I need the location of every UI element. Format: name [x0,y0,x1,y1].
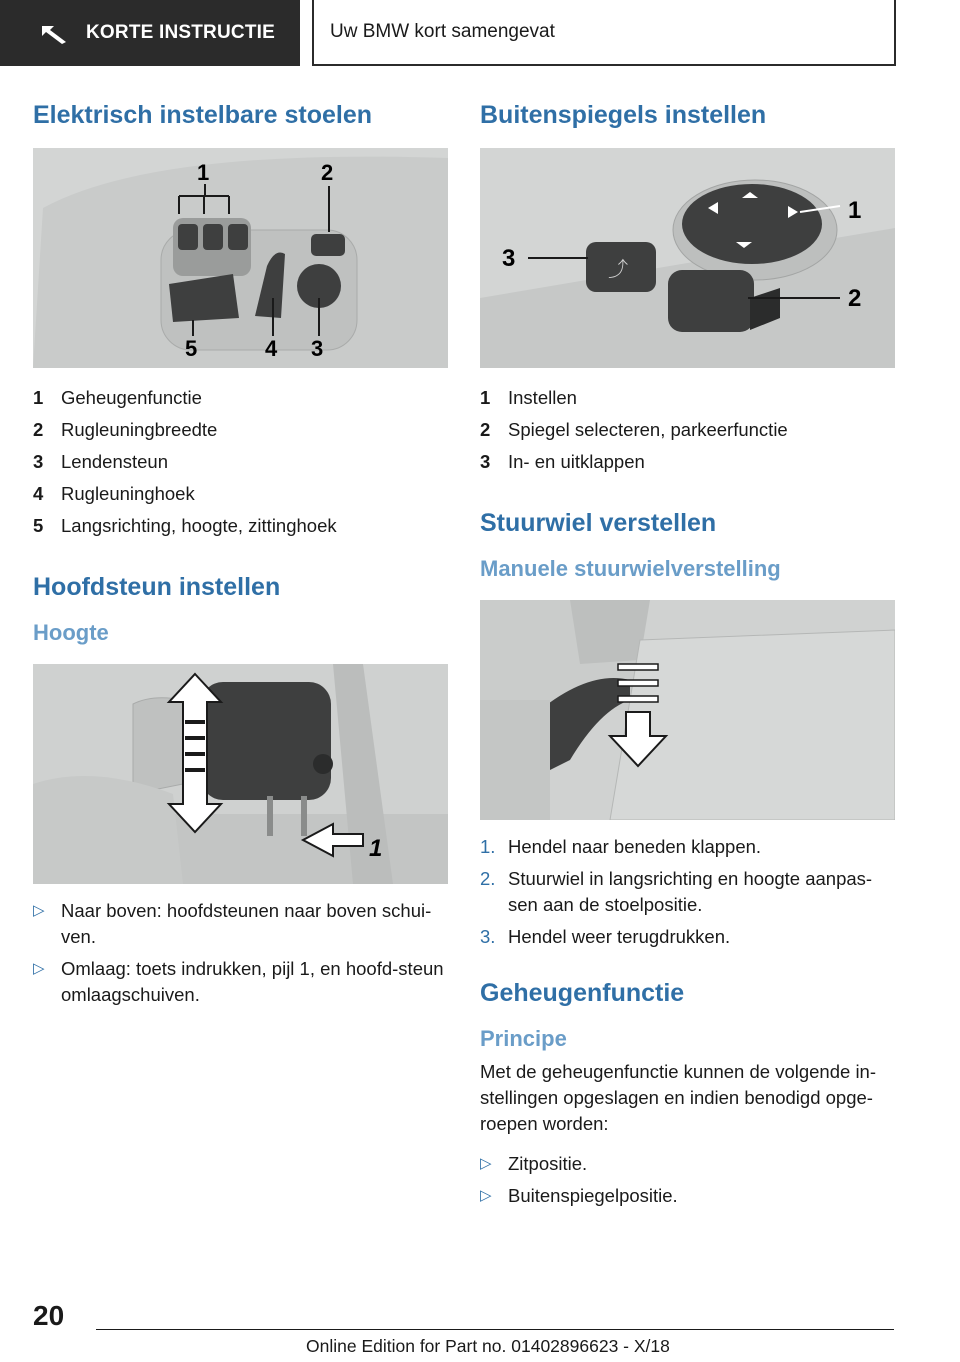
seat-label-2: 2 [321,160,334,185]
list-item: 2 Spiegel selecteren, parkeerfunctie [480,419,788,440]
mirror-label-2: 2 [848,285,862,312]
steering-lever-image [480,600,895,820]
seat-controls-illustration [33,148,448,368]
mirror-controls-illustration [480,148,895,368]
triangle-bullet-icon: ▷ [480,1186,492,1204]
memory-bullets [480,1151,895,1209]
left-column [33,100,448,1014]
list-item: ▷ Naar boven: hoofdsteunen naar boven schui-ven. [33,898,448,950]
memory-subtitle: Principe [480,1026,567,1052]
list-item: 5 Langsrichting, hoogte, zittinghoek [33,515,337,536]
list-item: 1 Geheugenfunctie [33,387,202,408]
triangle-bullet-icon: ▷ [480,1154,492,1172]
list-item: 2. Stuurwiel in langsrichting en hoogte aanpas-sen aan de stoelpositie. [480,868,873,916]
list-item: ▷ Omlaag: toets indrukken, pijl 1, en hoofd-steun omlaagschuiven. [33,956,448,1008]
svg-text:⤴: ⤴ [608,257,628,281]
mirrors-title: Buitenspiegels instellen [480,101,767,129]
headrest-label-1: 1 [369,835,383,863]
mirror-label-3: 3 [502,245,516,272]
chapter-header [312,0,896,66]
headrest-illustration [33,664,448,884]
seats-title: Elektrisch instelbare stoelen [33,101,373,129]
headrest-title: Hoofdsteun instellen [33,573,281,601]
list-item: 1 Instellen [480,387,577,408]
headrest-image [33,664,448,884]
mirror-label-1: 1 [848,197,862,224]
section-label: KORTE INSTRUCTIE [86,22,275,43]
seat-controls-image [33,148,448,368]
mirrors-legend [480,382,895,478]
list-item: ▷ Zitpositie. [480,1151,895,1177]
steering-lever-illustration [480,600,895,820]
footer-divider [96,1329,894,1330]
seat-label-3: 3 [311,336,324,361]
list-item: 4 Rugleuninghoek [33,483,195,504]
memory-body: Met de geheugenfunctie kunnen de volgende in-stellingen opgeslagen en indien benodigd opge-roepen worden: [480,1060,876,1134]
triangle-bullet-icon: ▷ [33,902,45,920]
arrow-icon [40,22,70,44]
seat-label-4: 4 [265,336,278,361]
seat-label-5: 5 [185,336,198,361]
list-item: 3 In- en uitklappen [480,451,645,472]
memory-title: Geheugenfunctie [480,979,685,1008]
page-number: 20 [33,1300,65,1331]
steering-subtitle: Manuele stuurwielverstelling [480,556,781,581]
list-item: ▷ Buitenspiegelpositie. [480,1183,895,1209]
headrest-subtitle: Hoogte [33,620,109,645]
right-column [480,100,895,1215]
steering-title: Stuurwiel verstellen [480,509,717,537]
triangle-bullet-icon: ▷ [33,960,45,978]
list-item: 3. Hendel weer terugdrukken. [480,926,731,948]
list-item: 3 Lendensteun [33,451,168,472]
chapter-title: Uw BMW kort samengevat [330,21,555,42]
seat-label-1: 1 [197,160,210,185]
edition-text: Online Edition for Part no. 01402896623 - X/18 [306,1336,670,1356]
section-tab[interactable] [0,0,300,66]
mirror-controls-image [480,148,895,368]
headrest-bullets [33,898,448,1008]
seats-legend [33,382,448,542]
steering-steps [480,834,895,950]
list-item: 2 Rugleuningbreedte [33,419,218,440]
list-item: 1. Hendel naar beneden klappen. [480,836,762,858]
